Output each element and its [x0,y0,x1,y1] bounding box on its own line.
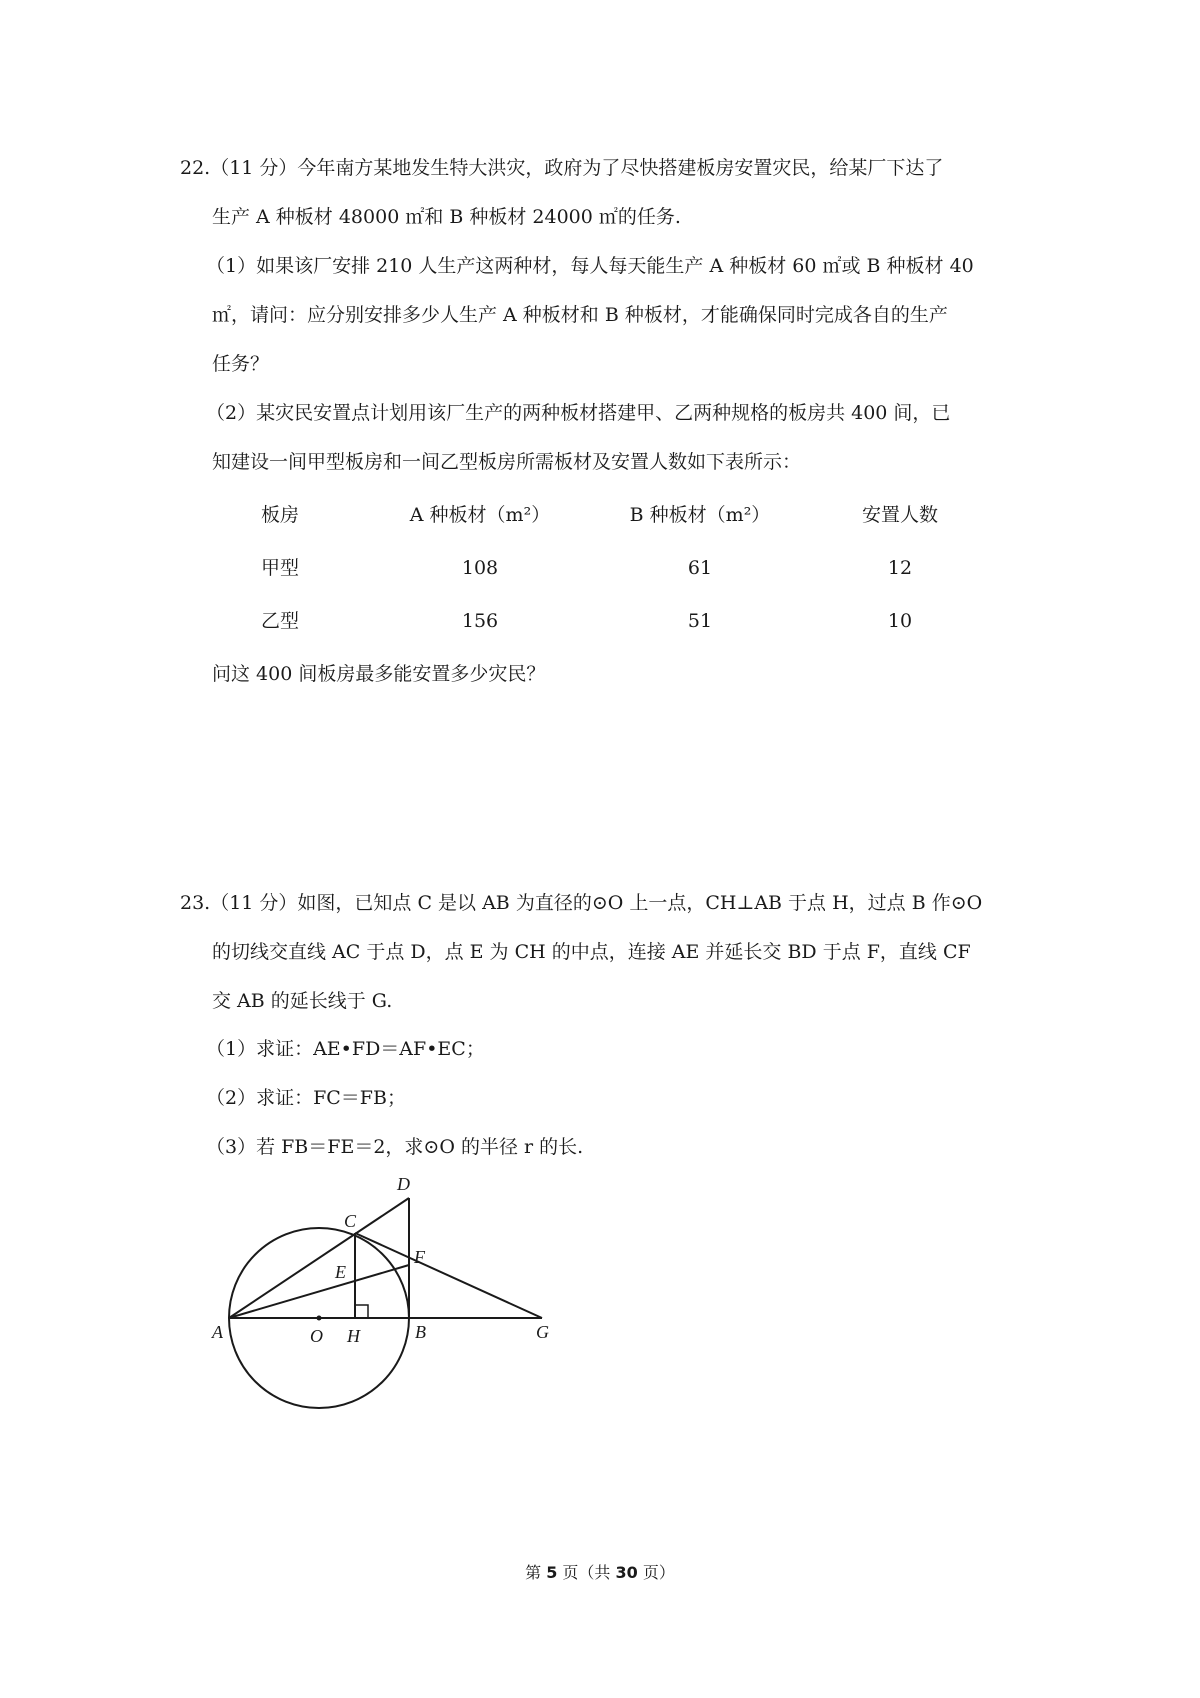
table-cell: 51 [687,610,713,632]
table-header-b: B 种板材（m²） [629,504,771,526]
table-cell: 乙型 [260,610,299,632]
q23-line-1: 23.（11 分）如图，已知点 C 是以 AB 为直径的⊙O 上一点，CH⊥AB 于点 H，过点 B 作⊙O [180,892,983,914]
table-cell: 甲型 [260,557,299,579]
label-a: A [212,1322,223,1342]
label-g: G [536,1322,549,1342]
footer-total-pages: 30 [615,1563,638,1582]
q23-part3: （3）若 FB＝FE＝2，求⊙O 的半径 r 的长. [206,1136,584,1158]
right-angle-marker [355,1305,368,1318]
table-header-room: 板房 [260,504,299,526]
q22-part1-line-1: （1）如果该厂安排 210 人生产这两种材，每人每天能生产 A 种板材 60 ㎡或 B 种板材 40 [206,255,974,277]
q22-line-1: 22.（11 分）今年南方某地发生特大洪灾，政府为了尽快搭建板房安置灾民，给某厂下达了 [180,157,944,179]
label-c: C [344,1211,357,1231]
footer-mid: 页（共 [557,1563,616,1582]
table-cell: 61 [687,557,713,579]
table-header-a: A 种板材（m²） [409,504,551,526]
footer-suffix: 页） [637,1563,675,1582]
page-footer [0,1562,1200,1584]
q22-part1-line-2: ㎡，请问：应分别安排多少人生产 A 种板材和 B 种板材，才能确保同时完成各自的生产 [212,304,948,326]
q22-part1-line-3: 任务？ [212,353,270,375]
footer-prefix: 第 [525,1563,547,1582]
q23-part1: （1）求证：AE•FD＝AF•EC； [206,1038,485,1060]
line-cg [355,1233,542,1318]
center-point [317,1316,322,1321]
line-af [229,1265,409,1318]
q22-line-2: 生产 A 种板材 48000 ㎡和 B 种板材 24000 ㎡的任务. [212,206,681,228]
label-d: D [397,1174,410,1194]
geometry-figure [210,1165,570,1415]
line-ad [229,1198,409,1318]
table-cell: 156 [461,610,499,632]
q23-line-2: 的切线交直线 AC 于点 D，点 E 为 CH 的中点，连接 AE 并延长交 BD 于点 F，直线 CF [212,941,971,963]
q23-line-3: 交 AB 的延长线于 G. [212,990,393,1012]
footer-page-number: 5 [546,1563,558,1582]
q23-part2: （2）求证：FC＝FB； [206,1087,406,1109]
q22-part2-line-2: 知建设一间甲型板房和一间乙型板房所需板材及安置人数如下表所示： [212,451,802,473]
table-cell: 108 [461,557,499,579]
label-b: B [415,1322,426,1342]
q22-question: 问这 400 间板房最多能安置多少灾民？ [212,663,546,685]
label-f: F [414,1247,425,1267]
table-cell: 12 [887,557,913,579]
label-h: H [347,1326,360,1346]
table-cell: 10 [887,610,913,632]
label-o: O [310,1326,323,1346]
q22-part2-line-1: （2）某灾民安置点计划用该厂生产的两种板材搭建甲、乙两种规格的板房共 400 间，已 [206,402,951,424]
label-e: E [335,1262,346,1282]
table-header-people: 安置人数 [861,504,938,526]
